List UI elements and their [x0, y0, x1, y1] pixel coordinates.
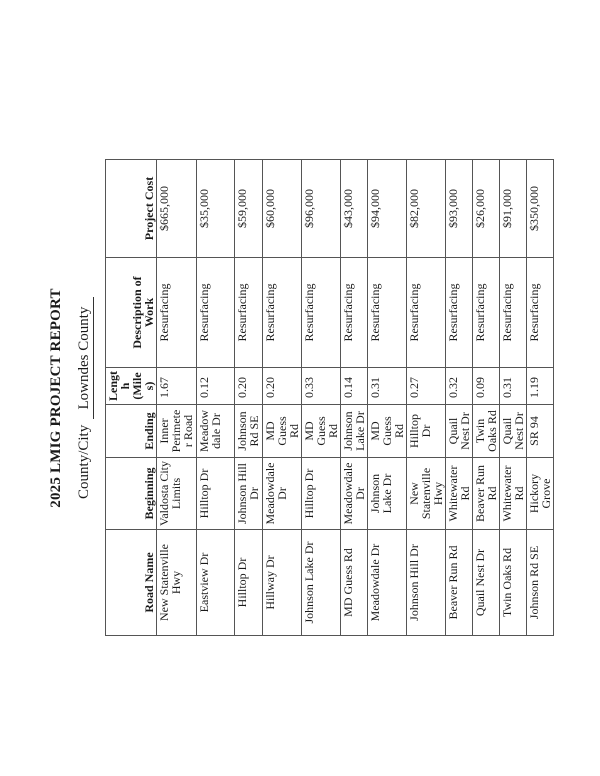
ending-cell: Meadowdale Dr: [197, 405, 235, 458]
table-row: [197, 160, 235, 636]
header-ending: Ending: [106, 405, 157, 458]
cost-cell: $82,000: [407, 160, 446, 258]
description-cell: Resurfacing: [527, 258, 554, 368]
road-name-cell: Quail Nest Dr: [473, 530, 500, 636]
beginning-cell: Meadowdale Dr: [263, 458, 302, 530]
ending-cell: Inner Perimeter Road: [157, 405, 197, 458]
table-row: [368, 160, 407, 636]
beginning-cell: Johnson Hill Dr: [235, 458, 263, 530]
road-name-cell: Johnson Rd SE: [527, 530, 554, 636]
ending-cell: Johnson Lake Dr: [341, 405, 368, 458]
table-row: [235, 160, 263, 636]
ending-cell: MD Guess Rd: [263, 405, 302, 458]
cost-cell: $665,000: [157, 160, 197, 258]
beginning-cell: Johnson Lake Dr: [368, 458, 407, 530]
road-name-cell: Twin Oaks Rd: [500, 530, 527, 636]
length-cell: 0.14: [341, 368, 368, 405]
rotated-page: [40, 76, 553, 636]
road-name-cell: Johnson Hill Dr: [407, 530, 446, 636]
header-length: Length (Miles): [106, 368, 157, 405]
description-cell: Resurfacing: [407, 258, 446, 368]
length-cell: 0.32: [446, 368, 473, 405]
description-cell: Resurfacing: [235, 258, 263, 368]
ending-cell: MD Guess Rd: [302, 405, 341, 458]
road-name-cell: Hillway Dr: [263, 530, 302, 636]
ending-cell: Johnson Rd SE: [235, 405, 263, 458]
table-row: [157, 160, 197, 636]
beginning-cell: Hilltop Dr: [197, 458, 235, 530]
county-line: [76, 160, 94, 636]
header-description: Description of Work: [106, 258, 157, 368]
project-table: [105, 159, 554, 636]
header-project-cost: Project Cost: [106, 160, 157, 258]
road-name-cell: MD Guess Rd: [341, 530, 368, 636]
length-cell: 1.19: [527, 368, 554, 405]
length-cell: 0.12: [197, 368, 235, 405]
road-name-cell: Hilltop Dr: [235, 530, 263, 636]
length-cell: 0.27: [407, 368, 446, 405]
beginning-cell: Beaver Run Rd: [473, 458, 500, 530]
table-row: [446, 160, 473, 636]
header-beginning: Beginning: [106, 458, 157, 530]
beginning-cell: Hickory Grove: [527, 458, 554, 530]
description-cell: Resurfacing: [197, 258, 235, 368]
description-cell: Resurfacing: [500, 258, 527, 368]
ending-cell: SR 94: [527, 405, 554, 458]
table-row: [407, 160, 446, 636]
beginning-cell: Whitewater Rd: [446, 458, 473, 530]
header-row: [106, 160, 157, 636]
length-cell: 0.09: [473, 368, 500, 405]
length-cell: 0.31: [368, 368, 407, 405]
length-cell: 0.20: [263, 368, 302, 405]
table-row: [263, 160, 302, 636]
cost-cell: $35,000: [197, 160, 235, 258]
description-cell: Resurfacing: [263, 258, 302, 368]
table-row: [527, 160, 554, 636]
road-name-cell: New Statenville Hwy: [157, 530, 197, 636]
county-label: County/City: [76, 424, 92, 499]
cost-cell: $26,000: [473, 160, 500, 258]
cost-cell: $59,000: [235, 160, 263, 258]
beginning-cell: Valdosta City Limits: [157, 458, 197, 530]
length-cell: 0.20: [235, 368, 263, 405]
description-cell: Resurfacing: [302, 258, 341, 368]
cost-cell: $94,000: [368, 160, 407, 258]
cost-cell: $93,000: [446, 160, 473, 258]
cost-cell: $60,000: [263, 160, 302, 258]
cost-cell: $350,000: [527, 160, 554, 258]
ending-cell: MD Guess Rd: [368, 405, 407, 458]
description-cell: Resurfacing: [157, 258, 197, 368]
table-row: [302, 160, 341, 636]
beginning-cell: Whitewater Rd: [500, 458, 527, 530]
table-row: [500, 160, 527, 636]
length-cell: 0.31: [500, 368, 527, 405]
cost-cell: $91,000: [500, 160, 527, 258]
description-cell: Resurfacing: [446, 258, 473, 368]
description-cell: Resurfacing: [473, 258, 500, 368]
road-name-cell: Eastview Dr: [197, 530, 235, 636]
ending-cell: Quail Nest Dr: [500, 405, 527, 458]
table-row: [341, 160, 368, 636]
county-value: Lowndes County: [76, 297, 94, 419]
ending-cell: Quail Nest Dr: [446, 405, 473, 458]
cost-cell: $43,000: [341, 160, 368, 258]
cost-cell: $96,000: [302, 160, 341, 258]
description-cell: Resurfacing: [368, 258, 407, 368]
road-name-cell: Beaver Run Rd: [446, 530, 473, 636]
road-name-cell: Johnson Lake Dr: [302, 530, 341, 636]
length-cell: 0.33: [302, 368, 341, 405]
ending-cell: Twin Oaks Rd: [473, 405, 500, 458]
ending-cell: Hilltop Dr: [407, 405, 446, 458]
road-name-cell: Meadowdale Dr: [368, 530, 407, 636]
description-cell: Resurfacing: [341, 258, 368, 368]
beginning-cell: Hilltop Dr: [302, 458, 341, 530]
beginning-cell: Meadowdale Dr: [341, 458, 368, 530]
table-row: [473, 160, 500, 636]
header-road-name: Road Name: [106, 530, 157, 636]
beginning-cell: New Statenville Hwy: [407, 458, 446, 530]
length-cell: 1.67: [157, 368, 197, 405]
report-title: 2025 LMIG PROJECT REPORT: [48, 288, 64, 508]
